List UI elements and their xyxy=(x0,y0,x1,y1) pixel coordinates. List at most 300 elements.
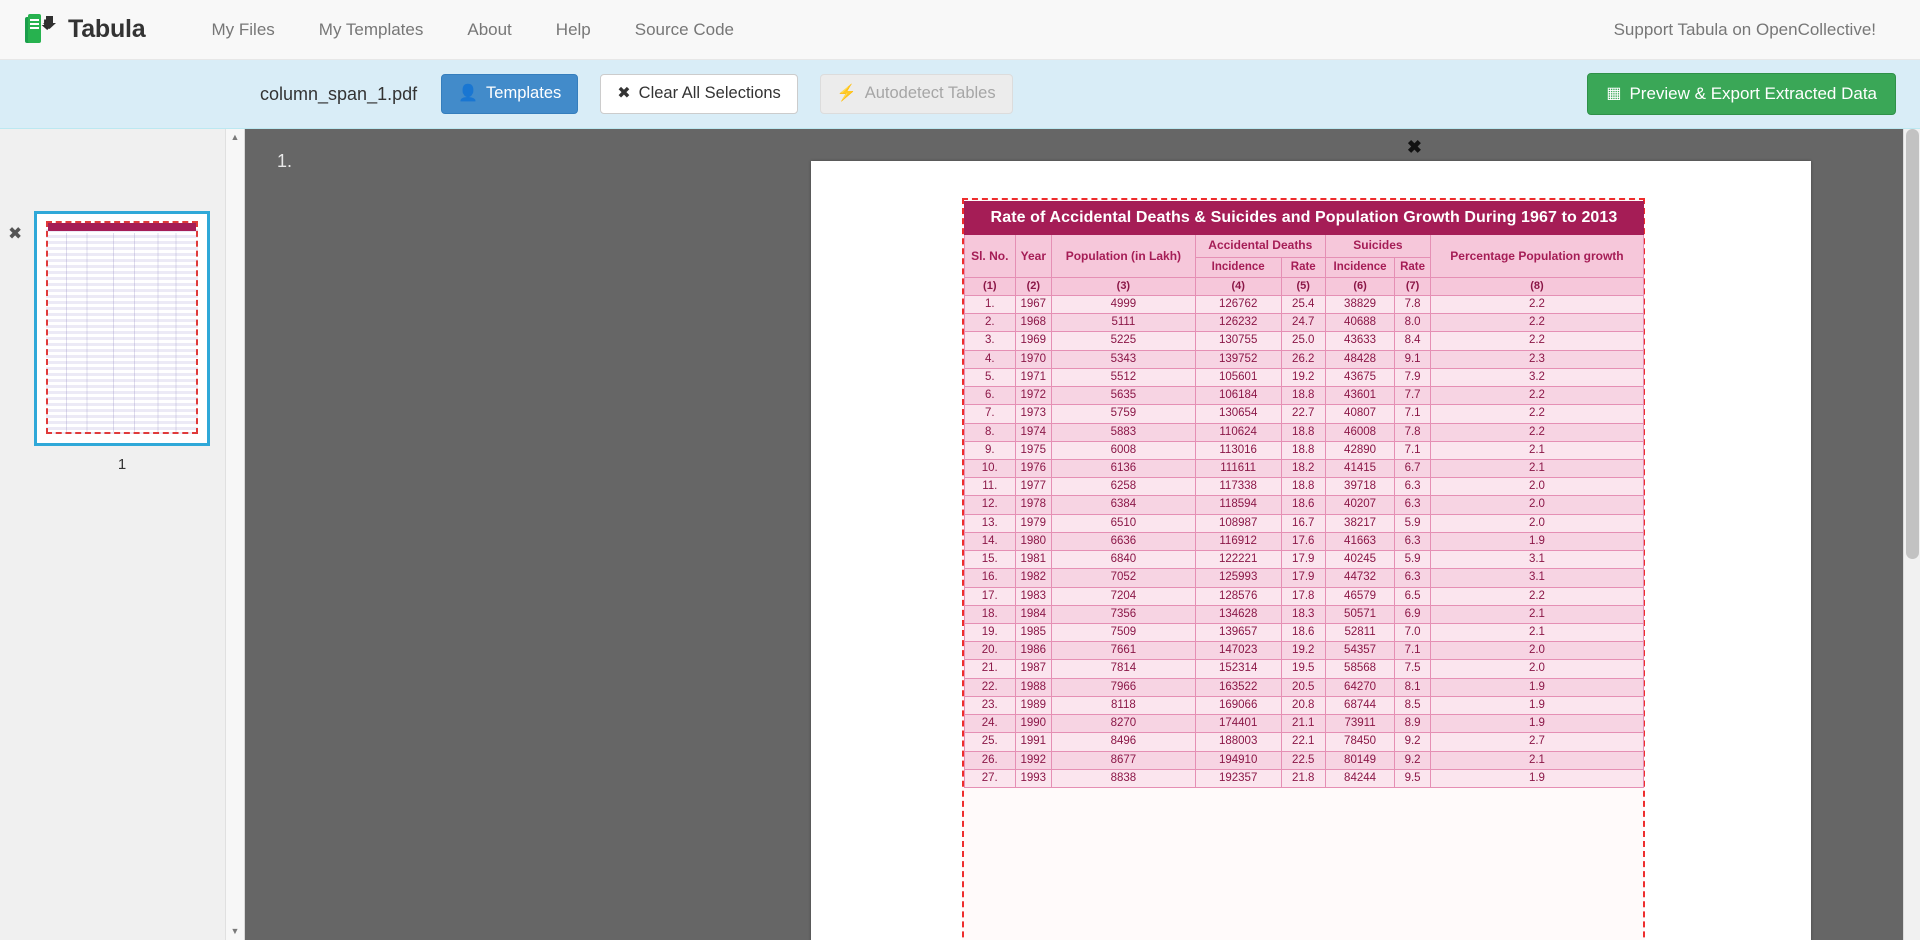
table-cell: 17.8 xyxy=(1281,587,1325,605)
table-cell: 126232 xyxy=(1195,314,1281,332)
table-cell: 5343 xyxy=(1052,350,1196,368)
pdf-page-canvas[interactable] xyxy=(811,161,1811,940)
table-cell: 9. xyxy=(965,441,1016,459)
table-cell: 22.5 xyxy=(1281,751,1325,769)
table-cell: 5512 xyxy=(1052,368,1196,386)
table-cell: 6.3 xyxy=(1395,532,1431,550)
table-cell: 8. xyxy=(965,423,1016,441)
table-cell: 4999 xyxy=(1052,296,1196,314)
col-header-accidental-deaths: Accidental Deaths xyxy=(1195,235,1325,258)
table-cell: 1975 xyxy=(1015,441,1052,459)
table-cell: 23. xyxy=(965,696,1016,714)
table-cell: 18.8 xyxy=(1281,423,1325,441)
nav-link-support-opencollective[interactable]: Support Tabula on OpenCollective! xyxy=(1613,19,1876,39)
table-cell: 10. xyxy=(965,460,1016,478)
table-cell: 16. xyxy=(965,569,1016,587)
table-cell: 68744 xyxy=(1325,696,1394,714)
table-cell: 1978 xyxy=(1015,496,1052,514)
table-cell: 6.3 xyxy=(1395,496,1431,514)
table-cell: 1.9 xyxy=(1430,715,1643,733)
table-cell: 2. xyxy=(965,314,1016,332)
page-thumbnail-1[interactable] xyxy=(34,211,210,446)
table-cell: 2.0 xyxy=(1430,496,1643,514)
table-cell: 44732 xyxy=(1325,569,1394,587)
table-cell: 130654 xyxy=(1195,405,1281,423)
table-cell: 5.9 xyxy=(1395,551,1431,569)
page-index-label: 1. xyxy=(277,151,293,171)
table-cell: 118594 xyxy=(1195,496,1281,514)
table-cell: 26.2 xyxy=(1281,350,1325,368)
table-cell: 2.0 xyxy=(1430,478,1643,496)
nav-link-my-files[interactable]: My Files xyxy=(211,19,275,39)
table-cell: 1971 xyxy=(1015,368,1052,386)
table-cell: 64270 xyxy=(1325,678,1394,696)
thumbnail-table-header-band xyxy=(48,223,196,231)
table-row xyxy=(965,460,1644,478)
top-navbar xyxy=(0,0,1920,60)
table-cell: 1990 xyxy=(1015,715,1052,733)
table-row xyxy=(965,514,1644,532)
table-cell: 41663 xyxy=(1325,532,1394,550)
table-cell: 18.6 xyxy=(1281,623,1325,641)
table-title: Rate of Accidental Deaths & Suicides and Population Growth During 1967 to 2013 xyxy=(965,202,1644,235)
table-row xyxy=(965,751,1644,769)
col-subheader-accidental-rate: Rate xyxy=(1281,258,1325,278)
table-cell: 122221 xyxy=(1195,551,1281,569)
table-cell: 7.0 xyxy=(1395,623,1431,641)
table-cell: 2.1 xyxy=(1430,460,1643,478)
table-cell: 25. xyxy=(965,733,1016,751)
table-cell: 18.2 xyxy=(1281,460,1325,478)
table-cell: 22. xyxy=(965,678,1016,696)
table-cell: 1976 xyxy=(1015,460,1052,478)
autodetect-tables-label: Autodetect Tables xyxy=(864,84,996,103)
table-cell: 8677 xyxy=(1052,751,1196,769)
brand[interactable] xyxy=(24,13,146,47)
thumbnail-table-columns xyxy=(48,233,196,432)
table-cell: 6. xyxy=(965,387,1016,405)
table-cell: 2.2 xyxy=(1430,423,1643,441)
page-thumbnail-sidebar xyxy=(0,129,245,940)
table-cell: 38829 xyxy=(1325,296,1394,314)
table-cell: 7.1 xyxy=(1395,441,1431,459)
table-row xyxy=(965,623,1644,641)
table-cell: 52811 xyxy=(1325,623,1394,641)
table-row xyxy=(965,769,1644,787)
clear-all-selections-label: Clear All Selections xyxy=(638,84,781,103)
table-cell: 5635 xyxy=(1052,387,1196,405)
brand-title: Tabula xyxy=(68,15,146,43)
table-cell: 1972 xyxy=(1015,387,1052,405)
table-cell: 105601 xyxy=(1195,368,1281,386)
table-cell: 18.8 xyxy=(1281,478,1325,496)
table-cell: 2.3 xyxy=(1430,350,1643,368)
table-cell: 6840 xyxy=(1052,551,1196,569)
col-number-7: (7) xyxy=(1395,278,1431,296)
table-row xyxy=(965,660,1644,678)
table-cell: 128576 xyxy=(1195,587,1281,605)
col-number-2: (2) xyxy=(1015,278,1052,296)
table-cell: 6258 xyxy=(1052,478,1196,496)
table-cell: 111611 xyxy=(1195,460,1281,478)
table-cell: 169066 xyxy=(1195,696,1281,714)
table-cell: 8.5 xyxy=(1395,696,1431,714)
table-row xyxy=(965,441,1644,459)
table-cell: 7. xyxy=(965,405,1016,423)
table-row xyxy=(965,605,1644,623)
table-cell: 5.9 xyxy=(1395,514,1431,532)
table-cell: 20. xyxy=(965,642,1016,660)
table-cell: 43633 xyxy=(1325,332,1394,350)
table-cell: 7.8 xyxy=(1395,296,1431,314)
table-cell: 1977 xyxy=(1015,478,1052,496)
table-cell: 22.7 xyxy=(1281,405,1325,423)
table-cell: 7.7 xyxy=(1395,387,1431,405)
table-cell: 8.0 xyxy=(1395,314,1431,332)
table-cell: 1. xyxy=(965,296,1016,314)
table-cell: 113016 xyxy=(1195,441,1281,459)
table-cell: 134628 xyxy=(1195,605,1281,623)
table-cell: 11. xyxy=(965,478,1016,496)
table-cell: 1.9 xyxy=(1430,678,1643,696)
table-cell: 7661 xyxy=(1052,642,1196,660)
table-cell: 2.2 xyxy=(1430,587,1643,605)
table-row xyxy=(965,678,1644,696)
table-cell: 6510 xyxy=(1052,514,1196,532)
table-cell: 1967 xyxy=(1015,296,1052,314)
table-cell: 1992 xyxy=(1015,751,1052,769)
table-cell: 43675 xyxy=(1325,368,1394,386)
table-cell: 42890 xyxy=(1325,441,1394,459)
table-group-header-row xyxy=(965,235,1644,258)
table-cell: 130755 xyxy=(1195,332,1281,350)
pdf-viewer xyxy=(245,129,1920,940)
table-cell: 1991 xyxy=(1015,733,1052,751)
table-cell: 40688 xyxy=(1325,314,1394,332)
clear-circle-icon: ✖ xyxy=(617,84,631,102)
table-cell: 20.8 xyxy=(1281,696,1325,714)
table-cell: 9.1 xyxy=(1395,350,1431,368)
table-cell: 14. xyxy=(965,532,1016,550)
table-cell: 139657 xyxy=(1195,623,1281,641)
table-cell: 8838 xyxy=(1052,769,1196,787)
table-cell: 6.5 xyxy=(1395,587,1431,605)
table-cell: 5111 xyxy=(1052,314,1196,332)
table-cell: 24. xyxy=(965,715,1016,733)
table-row xyxy=(965,296,1644,314)
table-row xyxy=(965,405,1644,423)
preview-export-button[interactable] xyxy=(1587,73,1896,115)
table-cell: 2.2 xyxy=(1430,296,1643,314)
col-header-population-growth: Percentage Population growth xyxy=(1430,235,1643,278)
table-row xyxy=(965,314,1644,332)
table-row xyxy=(965,587,1644,605)
autodetect-tables-button[interactable] xyxy=(820,74,1013,114)
table-cell: 18.8 xyxy=(1281,387,1325,405)
table-cell: 7.1 xyxy=(1395,642,1431,660)
table-row xyxy=(965,642,1644,660)
scroll-up-icon[interactable]: ▲ xyxy=(230,132,240,142)
table-cell: 1973 xyxy=(1015,405,1052,423)
table-cell: 19.2 xyxy=(1281,368,1325,386)
table-cell: 1980 xyxy=(1015,532,1052,550)
table-cell: 139752 xyxy=(1195,350,1281,368)
table-cell: 17.9 xyxy=(1281,551,1325,569)
table-cell: 19. xyxy=(965,623,1016,641)
table-cell: 6.7 xyxy=(1395,460,1431,478)
table-cell: 125993 xyxy=(1195,569,1281,587)
table-cell: 5759 xyxy=(1052,405,1196,423)
table-cell: 2.7 xyxy=(1430,733,1643,751)
table-cell: 24.7 xyxy=(1281,314,1325,332)
col-number-5: (5) xyxy=(1281,278,1325,296)
table-cell: 3.1 xyxy=(1430,569,1643,587)
table-cell: 73911 xyxy=(1325,715,1394,733)
table-cell: 22.1 xyxy=(1281,733,1325,751)
table-head xyxy=(965,202,1644,296)
table-cell: 18.8 xyxy=(1281,441,1325,459)
table-row xyxy=(965,387,1644,405)
templates-button-label: Templates xyxy=(486,84,562,103)
table-row xyxy=(965,350,1644,368)
table-cell: 58568 xyxy=(1325,660,1394,678)
table-cell: 2.0 xyxy=(1430,514,1643,532)
nav-link-my-templates[interactable]: My Templates xyxy=(318,19,424,39)
table-cell: 9.5 xyxy=(1395,769,1431,787)
table-row xyxy=(965,368,1644,386)
table-row xyxy=(965,332,1644,350)
col-header-population: Population (in Lakh) xyxy=(1052,235,1196,278)
table-row xyxy=(965,696,1644,714)
table-grid-icon: ▦ xyxy=(1606,84,1622,102)
table-cell: 1.9 xyxy=(1430,696,1643,714)
table-cell: 16.7 xyxy=(1281,514,1325,532)
remove-selection-icon[interactable]: ✖ xyxy=(1406,137,1422,157)
table-row xyxy=(965,496,1644,514)
table-cell: 25.4 xyxy=(1281,296,1325,314)
table-cell: 6384 xyxy=(1052,496,1196,514)
table-cell: 9.2 xyxy=(1395,733,1431,751)
table-cell: 7.5 xyxy=(1395,660,1431,678)
table-cell: 6008 xyxy=(1052,441,1196,459)
table-cell: 6.3 xyxy=(1395,569,1431,587)
col-number-8: (8) xyxy=(1430,278,1643,296)
table-cell: 7.1 xyxy=(1395,405,1431,423)
table-cell: 54357 xyxy=(1325,642,1394,660)
table-cell: 1970 xyxy=(1015,350,1052,368)
table-cell: 2.0 xyxy=(1430,660,1643,678)
table-cell: 6.9 xyxy=(1395,605,1431,623)
col-header-suicides: Suicides xyxy=(1325,235,1430,258)
table-cell: 1968 xyxy=(1015,314,1052,332)
table-cell: 43601 xyxy=(1325,387,1394,405)
table-cell: 17.9 xyxy=(1281,569,1325,587)
table-body xyxy=(965,296,1644,788)
table-cell: 110624 xyxy=(1195,423,1281,441)
table-row xyxy=(965,423,1644,441)
table-cell: 7966 xyxy=(1052,678,1196,696)
table-cell: 1.9 xyxy=(1430,769,1643,787)
action-toolbar xyxy=(0,60,1920,129)
extracted-table xyxy=(964,201,1644,788)
table-cell: 9.2 xyxy=(1395,751,1431,769)
table-cell: 5883 xyxy=(1052,423,1196,441)
table-cell: 8.9 xyxy=(1395,715,1431,733)
preview-export-label: Preview & Export Extracted Data xyxy=(1629,83,1877,103)
table-cell: 46579 xyxy=(1325,587,1394,605)
table-cell: 8270 xyxy=(1052,715,1196,733)
col-subheader-suicides-rate: Rate xyxy=(1395,258,1431,278)
clear-all-selections-button[interactable] xyxy=(600,74,798,114)
table-cell: 2.2 xyxy=(1430,405,1643,423)
table-cell: 40207 xyxy=(1325,496,1394,514)
template-icon: 👤 xyxy=(458,84,479,102)
table-cell: 20.5 xyxy=(1281,678,1325,696)
table-cell: 25.0 xyxy=(1281,332,1325,350)
table-cell: 8.4 xyxy=(1395,332,1431,350)
thumbnail-page-number: 1 xyxy=(117,456,127,473)
col-subheader-accidental-incidence: Incidence xyxy=(1195,258,1281,278)
table-cell: 3.1 xyxy=(1430,551,1643,569)
col-subheader-suicides-incidence: Incidence xyxy=(1325,258,1394,278)
table-cell: 192357 xyxy=(1195,769,1281,787)
col-number-1: (1) xyxy=(965,278,1016,296)
tabula-logo-icon xyxy=(24,13,58,47)
table-cell: 1982 xyxy=(1015,569,1052,587)
table-cell: 7509 xyxy=(1052,623,1196,641)
table-cell: 15. xyxy=(965,551,1016,569)
col-number-4: (4) xyxy=(1195,278,1281,296)
table-row xyxy=(965,532,1644,550)
table-cell: 2.2 xyxy=(1430,387,1643,405)
table-cell: 84244 xyxy=(1325,769,1394,787)
table-row xyxy=(965,478,1644,496)
table-cell: 1988 xyxy=(1015,678,1052,696)
table-cell: 40245 xyxy=(1325,551,1394,569)
col-header-sl-no: Sl. No. xyxy=(965,235,1016,278)
table-column-number-row xyxy=(965,278,1644,296)
table-cell: 1987 xyxy=(1015,660,1052,678)
table-cell: 8496 xyxy=(1052,733,1196,751)
table-cell: 6136 xyxy=(1052,460,1196,478)
main-scrollbar-thumb[interactable] xyxy=(1906,129,1919,559)
table-cell: 1985 xyxy=(1015,623,1052,641)
table-cell: 2.1 xyxy=(1430,441,1643,459)
table-cell: 7204 xyxy=(1052,587,1196,605)
nav-link-help[interactable]: Help xyxy=(555,19,591,39)
nav-link-source-code[interactable]: Source Code xyxy=(634,19,734,39)
col-number-6: (6) xyxy=(1325,278,1394,296)
table-cell: 39718 xyxy=(1325,478,1394,496)
table-cell: 152314 xyxy=(1195,660,1281,678)
table-cell: 2.1 xyxy=(1430,751,1643,769)
thumbnail-item[interactable] xyxy=(34,211,210,473)
table-cell: 2.2 xyxy=(1430,332,1643,350)
table-cell: 126762 xyxy=(1195,296,1281,314)
table-cell: 188003 xyxy=(1195,733,1281,751)
table-cell: 1974 xyxy=(1015,423,1052,441)
table-cell: 2.2 xyxy=(1430,314,1643,332)
nav-link-about[interactable]: About xyxy=(467,19,512,39)
table-cell: 2.1 xyxy=(1430,623,1643,641)
table-cell: 3.2 xyxy=(1430,368,1643,386)
table-cell: 7356 xyxy=(1052,605,1196,623)
table-cell: 1983 xyxy=(1015,587,1052,605)
table-cell: 1969 xyxy=(1015,332,1052,350)
table-cell: 6.3 xyxy=(1395,478,1431,496)
main-scrollbar[interactable] xyxy=(1903,129,1920,940)
table-cell: 1979 xyxy=(1015,514,1052,532)
table-cell: 8118 xyxy=(1052,696,1196,714)
table-cell: 7814 xyxy=(1052,660,1196,678)
table-cell: 17. xyxy=(965,587,1016,605)
table-cell: 6636 xyxy=(1052,532,1196,550)
table-cell: 163522 xyxy=(1195,678,1281,696)
table-cell: 5. xyxy=(965,368,1016,386)
table-row xyxy=(965,733,1644,751)
table-cell: 41415 xyxy=(1325,460,1394,478)
table-cell: 19.5 xyxy=(1281,660,1325,678)
table-row xyxy=(965,551,1644,569)
table-cell: 18.6 xyxy=(1281,496,1325,514)
table-cell: 21. xyxy=(965,660,1016,678)
table-cell: 106184 xyxy=(1195,387,1281,405)
table-cell: 1984 xyxy=(1015,605,1052,623)
table-cell: 174401 xyxy=(1195,715,1281,733)
table-cell: 13. xyxy=(965,514,1016,532)
table-cell: 26. xyxy=(965,751,1016,769)
table-cell: 19.2 xyxy=(1281,642,1325,660)
table-cell: 40807 xyxy=(1325,405,1394,423)
table-cell: 4. xyxy=(965,350,1016,368)
table-cell: 46008 xyxy=(1325,423,1394,441)
body-area xyxy=(0,129,1920,940)
table-cell: 50571 xyxy=(1325,605,1394,623)
table-cell: 27. xyxy=(965,769,1016,787)
sidebar-close-icon[interactable]: ✖ xyxy=(8,224,23,243)
table-cell: 2.0 xyxy=(1430,642,1643,660)
table-cell: 108987 xyxy=(1195,514,1281,532)
table-cell: 18. xyxy=(965,605,1016,623)
table-cell: 117338 xyxy=(1195,478,1281,496)
table-cell: 7052 xyxy=(1052,569,1196,587)
table-cell: 21.8 xyxy=(1281,769,1325,787)
table-cell: 7.8 xyxy=(1395,423,1431,441)
sidebar-scrollbar[interactable] xyxy=(225,129,244,940)
table-cell: 7.9 xyxy=(1395,368,1431,386)
table-cell: 116912 xyxy=(1195,532,1281,550)
col-header-year: Year xyxy=(1015,235,1052,278)
table-cell: 18.3 xyxy=(1281,605,1325,623)
table-cell: 38217 xyxy=(1325,514,1394,532)
templates-button[interactable] xyxy=(441,74,578,114)
nav-links xyxy=(190,10,756,50)
table-cell: 194910 xyxy=(1195,751,1281,769)
table-cell: 8.1 xyxy=(1395,678,1431,696)
table-cell: 147023 xyxy=(1195,642,1281,660)
table-cell: 21.1 xyxy=(1281,715,1325,733)
table-row xyxy=(965,569,1644,587)
table-cell: 3. xyxy=(965,332,1016,350)
scroll-down-icon[interactable]: ▼ xyxy=(230,926,240,936)
table-cell: 80149 xyxy=(1325,751,1394,769)
table-cell: 48428 xyxy=(1325,350,1394,368)
col-number-3: (3) xyxy=(1052,278,1196,296)
table-cell: 17.6 xyxy=(1281,532,1325,550)
thumbnail-selection-overlay xyxy=(46,221,198,434)
table-cell: 1993 xyxy=(1015,769,1052,787)
table-cell: 1986 xyxy=(1015,642,1052,660)
